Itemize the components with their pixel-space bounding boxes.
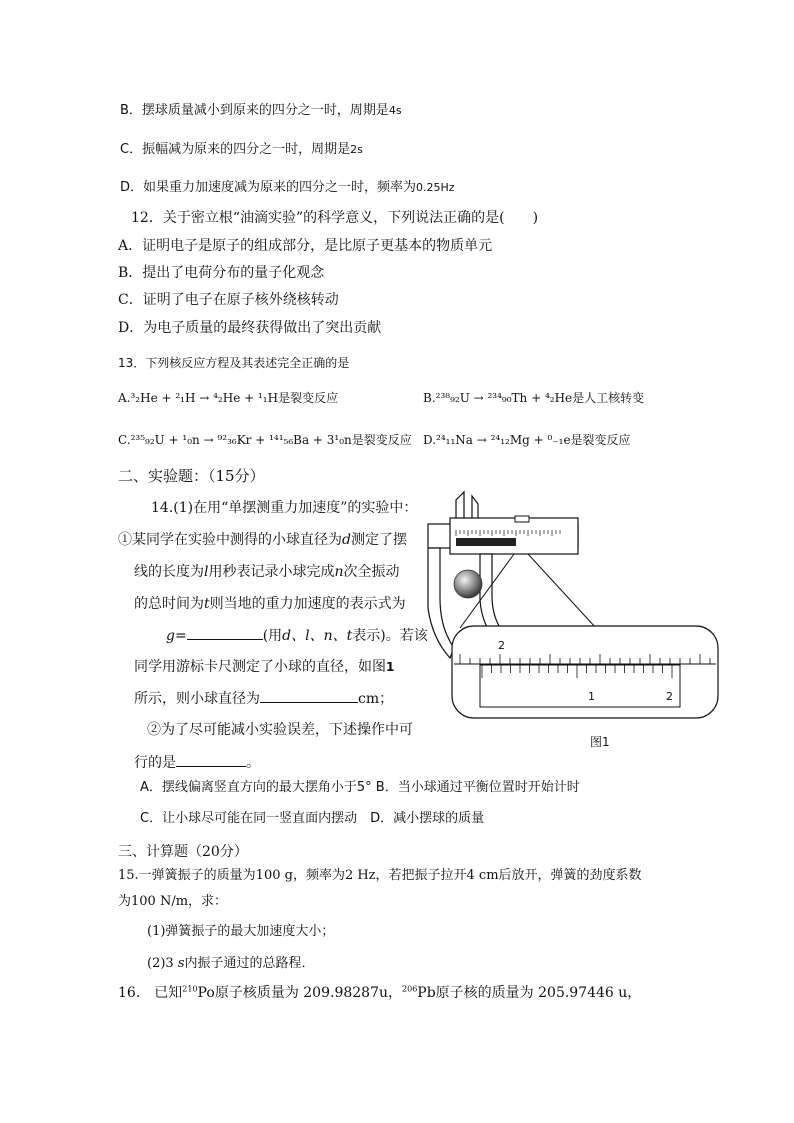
q14-option-ab: A．摆线偏离竖直方向的最大摆角小于5° B．当小球通过平衡位置时开始计时 <box>140 780 580 795</box>
q13-b-equation: ²³⁸₉₂U → ²³⁴₉₀Th + ⁴₂He <box>435 391 573 405</box>
q15-line1: 15.一弹簧振子的质量为100 g，频率为2 Hz，若把振子拉开4 cm后放开，弹簧的劲度系数 <box>118 868 642 883</box>
q16-line1: 16． 已知$^{210}$Po原子核质量为 209.98287u，$^{206}$Pb原子核的质量为 205.97446 u， <box>118 984 642 1001</box>
caliper-lower-jaw-fixed <box>428 548 454 658</box>
q13-option-b: B.²³⁸₉₂U → ²³⁴₉₀Th + ⁴₂He是人工核转变 <box>423 391 645 405</box>
inset-vernier-label-1: 1 <box>588 690 595 703</box>
q13-option-a: A.³₂He + ²₁H → ⁴₂He + ¹₁H是裂变反应 <box>118 391 339 405</box>
inset-main-label: 2 <box>498 639 505 652</box>
inset-vernier-label-2: 2 <box>666 690 673 703</box>
q13-a-equation: ³₂He + ²₁H → ⁴₂He + ¹₁H <box>130 391 279 405</box>
q14-p1-line5: 同学用游标卡尺测定了小球的直径，如图1 <box>134 659 395 675</box>
q12-option-c: C．证明了电子在原子核外绕核转动 <box>118 292 339 308</box>
q13-option-c: C.²³⁵₉₂U + ¹₀n → ⁹²₃₆Kr + ¹⁴¹₅₆Ba + 3¹₀n是裂变反应 <box>118 433 412 447</box>
q13-option-d: D.²⁴₁₁Na → ²⁴₁₂Mg + ⁰₋₁e是裂变反应 <box>423 433 631 447</box>
q14-p1-line1: ①某同学在实验中测得的小球直径为d测定了摆 <box>118 532 407 548</box>
q14-stem: 14.(1)在用“单摆测重力加速度”的实验中： <box>151 500 418 516</box>
caliper-lock-screw <box>515 516 529 522</box>
q14-p1-line3: 的总时间为t则当地的重力加速度的表示式为 <box>134 596 406 612</box>
section2-title: 二、实验题：（15分） <box>118 467 265 485</box>
figure-vernier-caliper <box>420 488 720 750</box>
q11-option-d: D．如果重力加速度减为原来的四分之一时，频率为0.25Hz <box>120 180 455 195</box>
q12-option-d: D．为电子质量的最终获得做出了突出贡献 <box>118 320 382 336</box>
caliper-dark-band <box>456 538 516 546</box>
q15-sub2: (2)3 s内振子通过的总路程． <box>147 956 315 971</box>
section3-title: 三、计算题（20分） <box>118 844 248 860</box>
figure-caption: 图1 <box>590 735 610 749</box>
q12-stem: 12．关于密立根“油滴实验”的科学意义，下列说法正确的是( ) <box>131 210 539 226</box>
q14-p2-line2: 行的是 。 <box>134 752 260 773</box>
q14-option-cd: C．让小球尽可能在同一竖直面内摆动 D．减小摆球的质量 <box>140 811 485 826</box>
q15-sub1: (1)弹簧振子的最大加速度大小； <box>147 924 335 939</box>
zoom-leader-right <box>528 554 596 628</box>
q13-d-equation: ²⁴₁₁Na → ²⁴₁₂Mg + ⁰₋₁e <box>436 433 571 447</box>
q14-p1-line4: g= (用d、l、n、t表示)。若该 <box>166 625 428 646</box>
q11-option-b: B．摆球质量减小到原来的四分之一时，周期是4s <box>120 103 402 118</box>
q15-line2: 为100 N/m，求： <box>118 894 228 909</box>
q14-p1-line6: 所示，则小球直径为 cm； <box>134 688 393 709</box>
q14-p2-line1: ②为了尽可能减小实验误差，下述操作中可 <box>147 722 413 738</box>
q11-option-c: C．振幅减为原来的四分之一时，周期是2s <box>120 142 363 157</box>
ball-sphere <box>454 570 482 598</box>
q13-c-equation: ²³⁵₉₂U + ¹₀n → ⁹²₃₆Kr + ¹⁴¹₅₆Ba + 3¹₀n <box>130 433 352 447</box>
q12-option-a: A．证明电子是原子的组成部分，是比原子更基本的物质单元 <box>118 238 493 254</box>
q12-option-b: B．提出了电荷分布的量子化观念 <box>118 265 325 281</box>
caliper-slider <box>450 518 578 554</box>
answer-blank-diameter[interactable] <box>260 688 358 703</box>
q13-stem: 13．下列核反应方程及其表述完全正确的是 <box>118 356 350 370</box>
answer-blank-operation[interactable] <box>176 752 246 767</box>
answer-blank-g[interactable] <box>187 625 263 640</box>
q14-p1-line2: 线的长度为l用秒表记录小球完成n次全振动 <box>134 564 400 580</box>
